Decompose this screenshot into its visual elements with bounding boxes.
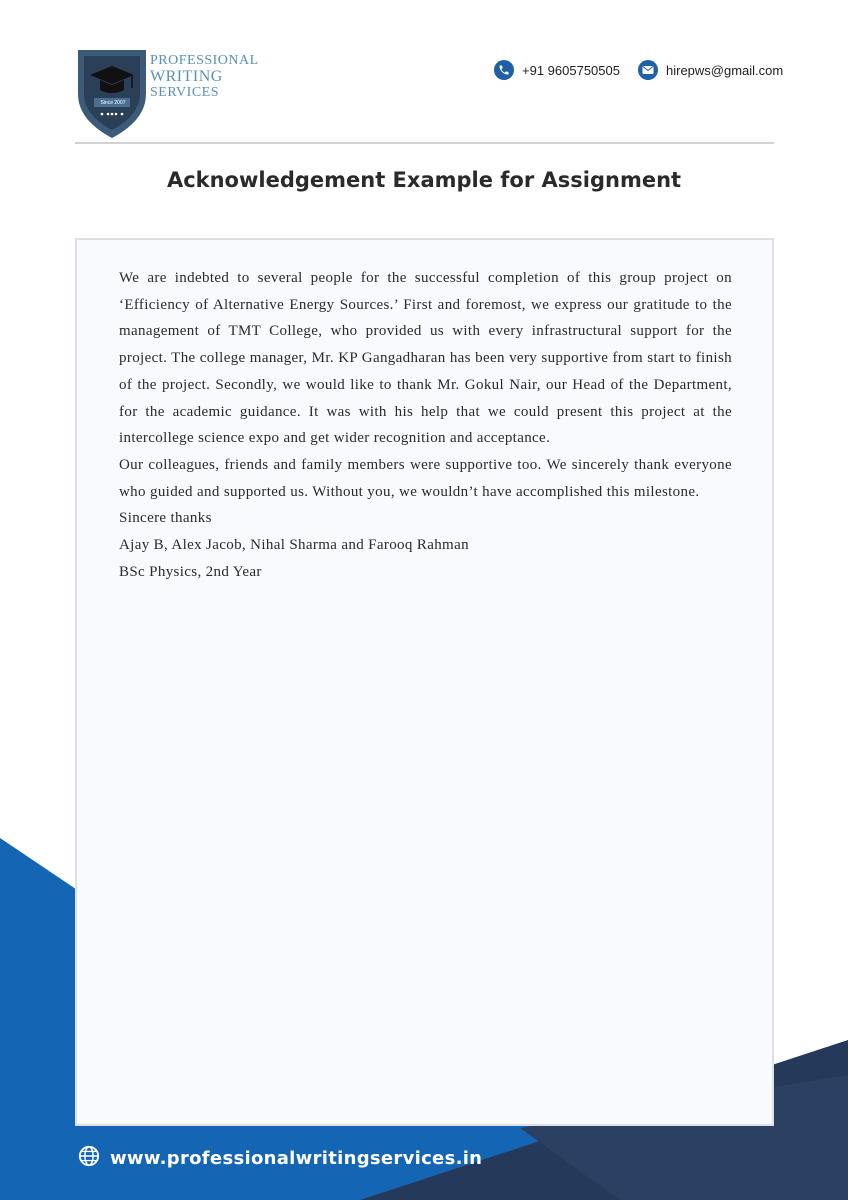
body-text	[119, 265, 732, 585]
header-divider	[75, 142, 774, 144]
footer	[78, 1143, 482, 1173]
logo-line-2: WRITING	[150, 68, 223, 85]
website-link[interactable]: www.professionalwritingservices.in	[110, 1147, 483, 1169]
logo-line-3: SERVICES	[150, 85, 220, 100]
company-logo	[72, 42, 272, 142]
signatories: Ajay B, Alex Jacob, Nihal Sharma and Farooq Rahman	[119, 537, 469, 554]
phone-icon	[494, 60, 514, 80]
logo-since: Since 2007	[100, 100, 126, 106]
shield-emblem	[72, 42, 152, 140]
closing-line: Sincere thanks	[119, 510, 212, 527]
page-title: Acknowledgement Example for Assignment	[166, 168, 682, 192]
email-icon	[638, 60, 658, 80]
logo-wordmark	[150, 54, 259, 100]
globe-icon	[78, 1145, 100, 1172]
contact-phone[interactable]	[494, 60, 620, 80]
email-address: hirepws@gmail.com	[666, 62, 784, 78]
paragraph-2: Our colleagues, friends and family members were supportive too. We sincerely thank everyone who guided and supported us. Without you, we wouldn’t have accomplished this milestone.	[119, 456, 732, 500]
contact-email[interactable]	[638, 60, 783, 80]
class-year: BSc Physics, 2nd Year	[119, 563, 262, 580]
phone-number: +91 9605750505	[522, 62, 620, 78]
content-box	[75, 238, 774, 1126]
logo-line-1: PROFESSIONAL	[150, 53, 259, 68]
paragraph-1: We are indebted to several people for the successful completion of this group project on ‘Efficiency of Alternative Energy Sources.’ First and foremost, we express our gratitude to the management of TMT College, who provided us with every infrastructural support for the project. The college manager, Mr. KP Gangadharan has been very supportive from start to finish of the project. Secondly, we would like to thank Mr. Gokul Nair, our Head of the Department, for the academic guidance. It was with his help that we could present this project at the intercollege science expo and get wider recognition and acceptance.	[119, 270, 732, 447]
